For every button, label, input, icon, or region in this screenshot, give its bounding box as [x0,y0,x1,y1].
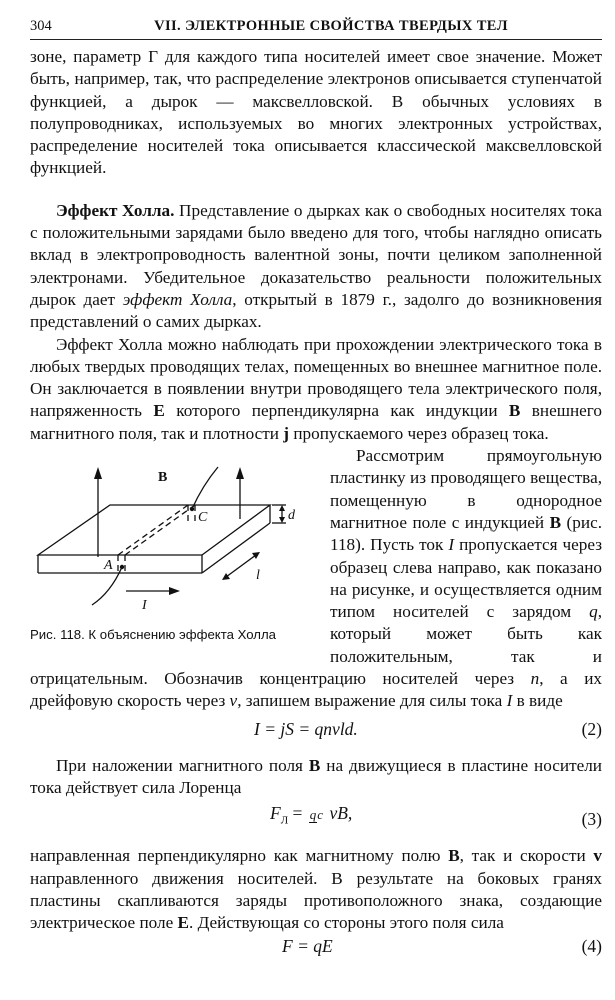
equation-2-number: (2) [581,718,602,739]
book-page [30,18,602,968]
label-A: A [104,558,113,574]
paragraph-1: зоне, параметр Γ для каждого типа носителей имеет свое значение. Может быть, например, так, что распределение электронов описывается ступенчатой функцией, а дырок — максвелловской. В обычных условиях в полупроводниках, используемых во многих электронных устройствах, распределение носителей тока описывается классической максвелловской функцией. [30,47,602,178]
equation-3-formula: $F_Л$ = qc vB, [270,803,353,827]
equation-2-formula: I = jS = qnvld. [254,718,358,739]
contact-A [120,565,124,569]
section-heading: Эффект Холла. [56,200,175,220]
equation-4-number: (4) [581,936,602,957]
length-arrow [226,555,256,577]
page-number: 304 [30,18,52,34]
arrowhead [236,467,244,479]
label-d: d [288,508,295,524]
cross-section-dashed [118,505,195,573]
equation-4-formula: F = qE [282,936,333,957]
label-I: I [142,598,147,614]
page-header [30,18,602,40]
paragraph-hall-intro: Эффект Холла. Представление о дырках как о свободных носителях тока с положительными зарядами было введено для того, чтобы наглядно описать вклад в электропроводность валентной зоны, почти целиком заполненной электронами. Убедительное доказательство реальности положительных дырок дает эффект Холла, открытый в 1879 г., задолго до возникновения представлений о самих дырках. [30,200,602,332]
label-C: C [198,510,208,526]
figure-caption: Рис. 118. К объяснению эффекта Холла [30,627,277,643]
italic-term: эффект Холла [122,289,233,309]
contact-C [190,507,194,511]
paragraph-charges: направленная перпендикулярно как магнитному полю B, так и скорости v направленного движения носителей. В результате на боковых гранях пластины скапливаются заряды противоположного знака, создающие электрическое поле E. Действующая со стороны этого поля сила [30,846,602,933]
equation-4 [30,934,602,968]
paragraph-hall-definition: Эффект Холла можно наблюдать при прохождении электрического тока в любых твердых проводящих телах, помещенных во внешнее магнитное поле. Он заключается в появлении внутри проводящего тела электрического поля, напряженность E которого перпендикулярна как индукции B внешнего магнитного поля, так и плотности j пропускаемого через образец тока. [30,334,603,443]
fraction: qc [309,807,324,823]
running-title: VII. ЭЛЕКТРОННЫЕ СВОЙСТВА ТВЕРДЫХ ТЕЛ [154,18,508,34]
equation-3-number: (3) [581,809,602,830]
hall-effect-diagram [30,449,320,627]
arrowhead [169,587,180,595]
label-B: B [158,470,168,486]
label-l: l [256,568,260,584]
arrowhead [94,467,102,479]
figure-118 [30,449,320,657]
wire-right [192,467,218,509]
paragraph-lorentz: При наложении магнитного поля B на движущиеся в пластине носители тока действует сила Лоренца [30,755,602,797]
paragraph-setup: Рассмотрим прямоугольную пластинку из проводящего вещества, помещенную в однородное магнитное поле с индукцией B (рис. 118). Пусть ток I пропускается через образец слева направо, как показано на рисунке, и осуществляется одним типом носителей с зарядом q, который может быть как положительным, так и отрицательным. Обозначив концентрацию носителей через n, а их дрейфовую скорость через v, запишем выражение для силы тока I в виде [30,446,602,711]
equation-2 [30,713,602,747]
equation-3 [30,799,602,845]
